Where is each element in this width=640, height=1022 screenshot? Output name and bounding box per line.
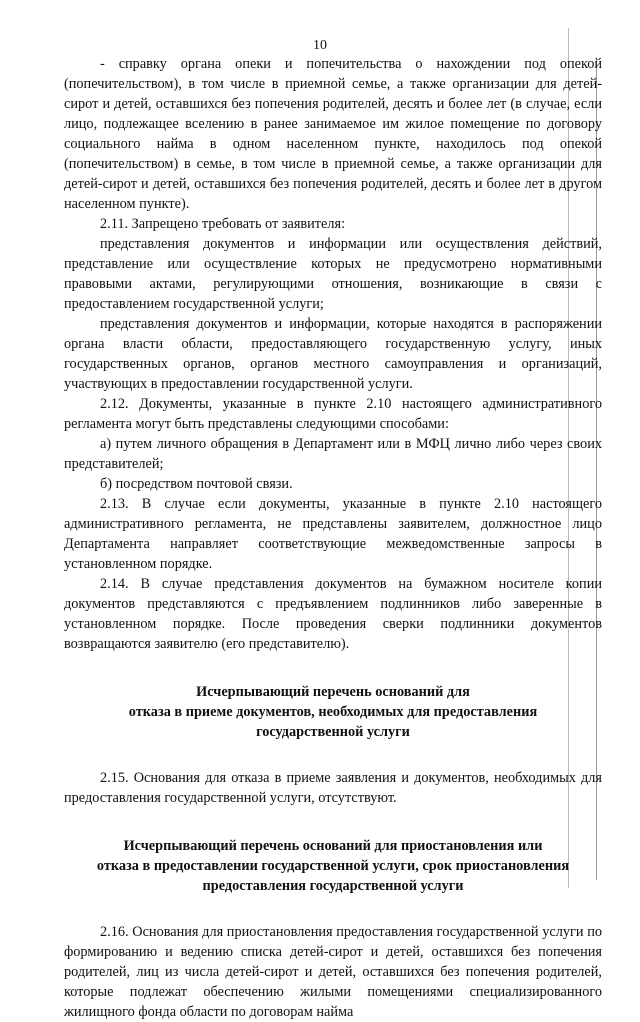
heading-line: Исчерпывающий перечень оснований для [196,684,470,700]
paragraph: б) посредством почтовой связи. [100,476,293,492]
heading-line: предоставления государственной услуги [202,878,464,894]
paragraph: а) путем личного обращения в Департамент или в МФЦ лично либо через своих представителей; [64,436,602,472]
section-heading [64,682,602,742]
paragraph: 2.11. Запрещено требовать от заявителя: [100,216,346,232]
paragraph: представления документов и информации или осуществления действий, представление или осуществление которых не предусмотрено нормативными правовыми актами, регулирующими отношения, возникающие в связи с предоставлением государственной услуги; [64,236,602,312]
paragraph: 2.12. Документы, указанные в пункте 2.10 настоящего административного регламента могут быть представлены следующими способами: [64,396,602,432]
paragraph: 2.16. Основания для приостановления предоставления государственной услуги по формированию и ведению списка детей-сирот и детей, оставшихся без попечения родителей, лиц из числа детей-сирот и детей, оставшихся без попечения родителей, которые подлежат обеспечению жилыми помещениями специализированного жилищного фонда области по договорам найма [64,924,602,1020]
section-heading [64,836,602,896]
paragraph: - справку органа опеки и попечительства о нахождении под опекой (попечительством), в том числе в приемной семье, а также организации для детей-сирот и детей, оставшихся без попечения родителей, десять и более лет (в случае, если лицо, подлежащее вселению в ранее занимаемое им жилое помещение по договору социального найма в одном населенном пункте, находилось под опекой (попечительством) в семье, в том числе в приемной семье, а также организации для детей-сирот и детей, оставшихся без попечения родителей, десять и более лет в другом населенном пункте). [64,56,602,212]
paragraph: 2.15. Основания для отказа в приеме заявления и документов, необходимых для предоставления государственной услуги, отсутствуют. [64,770,602,806]
paragraph: 2.14. В случае представления документов на бумажном носителе копии документов представляются с предъявлением подлинников либо заверенные в установленном порядке. После проведения сверки подлинники документов возвращаются заявителю (его представителю). [64,576,602,652]
heading-line: отказа в предоставлении государственной услуги, срок приостановления [96,858,570,874]
document-body [64,54,602,1022]
paragraph: 2.13. В случае если документы, указанные в пункте 2.10 настоящего административного регламента, не представлены заявителем, должностное лицо Департамента направляет соответствующие межведомственные запросы в установленном порядке. [64,496,602,572]
heading-line: Исчерпывающий перечень оснований для приостановления или [123,838,543,854]
heading-line: отказа в приеме документов, необходимых для предоставления [128,704,538,720]
paragraph: представления документов и информации, которые находятся в распоряжении органа власти области, предоставляющего государственную услугу, иных государственных органов, органов местного самоуправления и организаций, участвующих в предоставлении государственной услуги. [64,316,602,392]
page-number: 10 [313,38,327,53]
heading-line: государственной услуги [256,724,410,740]
